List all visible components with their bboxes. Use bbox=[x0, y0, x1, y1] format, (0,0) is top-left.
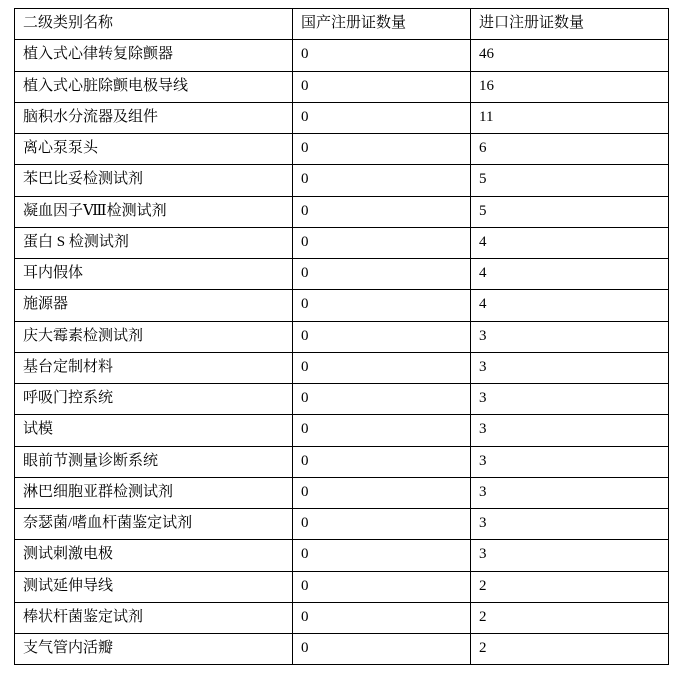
cell-imported-count: 3 bbox=[471, 384, 669, 415]
cell-domestic-count: 0 bbox=[293, 196, 471, 227]
table-row bbox=[15, 571, 669, 602]
cell-domestic-count: 0 bbox=[293, 634, 471, 665]
table-row bbox=[15, 352, 669, 383]
cell-domestic-count: 0 bbox=[293, 352, 471, 383]
cell-category-name: 淋巴细胞亚群检测试剂 bbox=[15, 477, 293, 508]
cell-category-name: 试模 bbox=[15, 415, 293, 446]
table-row bbox=[15, 290, 669, 321]
cell-category-name: 凝血因子Ⅷ检测试剂 bbox=[15, 196, 293, 227]
cell-category-name: 测试刺激电极 bbox=[15, 540, 293, 571]
cell-domestic-count: 0 bbox=[293, 602, 471, 633]
column-header-imported: 进口注册证数量 bbox=[471, 9, 669, 40]
cell-domestic-count: 0 bbox=[293, 227, 471, 258]
cell-domestic-count: 0 bbox=[293, 446, 471, 477]
cell-domestic-count: 0 bbox=[293, 134, 471, 165]
table-row bbox=[15, 384, 669, 415]
cell-category-name: 脑积水分流器及组件 bbox=[15, 102, 293, 133]
table-row bbox=[15, 509, 669, 540]
cell-imported-count: 2 bbox=[471, 634, 669, 665]
cell-domestic-count: 0 bbox=[293, 40, 471, 71]
cell-category-name: 基台定制材料 bbox=[15, 352, 293, 383]
cell-imported-count: 4 bbox=[471, 227, 669, 258]
column-header-category: 二级类别名称 bbox=[15, 9, 293, 40]
table-row bbox=[15, 165, 669, 196]
cell-domestic-count: 0 bbox=[293, 321, 471, 352]
cell-category-name: 奈瑟菌/嗜血杆菌鉴定试剂 bbox=[15, 509, 293, 540]
table-row bbox=[15, 40, 669, 71]
table-row bbox=[15, 227, 669, 258]
cell-category-name: 施源器 bbox=[15, 290, 293, 321]
cell-imported-count: 3 bbox=[471, 321, 669, 352]
cell-category-name: 测试延伸导线 bbox=[15, 571, 293, 602]
table-row bbox=[15, 415, 669, 446]
table-row bbox=[15, 259, 669, 290]
table-row bbox=[15, 540, 669, 571]
cell-imported-count: 3 bbox=[471, 509, 669, 540]
cell-domestic-count: 0 bbox=[293, 259, 471, 290]
cell-imported-count: 2 bbox=[471, 602, 669, 633]
table-row bbox=[15, 196, 669, 227]
cell-domestic-count: 0 bbox=[293, 540, 471, 571]
cell-imported-count: 5 bbox=[471, 165, 669, 196]
cell-domestic-count: 0 bbox=[293, 571, 471, 602]
table-row bbox=[15, 446, 669, 477]
registration-certificate-table bbox=[14, 8, 669, 665]
cell-category-name: 呼吸门控系统 bbox=[15, 384, 293, 415]
cell-category-name: 支气管内活瓣 bbox=[15, 634, 293, 665]
cell-imported-count: 3 bbox=[471, 446, 669, 477]
cell-domestic-count: 0 bbox=[293, 477, 471, 508]
cell-imported-count: 6 bbox=[471, 134, 669, 165]
cell-domestic-count: 0 bbox=[293, 415, 471, 446]
cell-imported-count: 3 bbox=[471, 540, 669, 571]
cell-imported-count: 3 bbox=[471, 477, 669, 508]
cell-imported-count: 46 bbox=[471, 40, 669, 71]
cell-category-name: 植入式心脏除颤电极导线 bbox=[15, 71, 293, 102]
cell-imported-count: 4 bbox=[471, 290, 669, 321]
cell-category-name: 植入式心律转复除颤器 bbox=[15, 40, 293, 71]
cell-imported-count: 11 bbox=[471, 102, 669, 133]
cell-category-name: 离心泵泵头 bbox=[15, 134, 293, 165]
table-row bbox=[15, 634, 669, 665]
column-header-domestic: 国产注册证数量 bbox=[293, 9, 471, 40]
cell-domestic-count: 0 bbox=[293, 384, 471, 415]
cell-category-name: 蛋白 S 检测试剂 bbox=[15, 227, 293, 258]
cell-domestic-count: 0 bbox=[293, 290, 471, 321]
table-row bbox=[15, 71, 669, 102]
cell-imported-count: 3 bbox=[471, 415, 669, 446]
cell-category-name: 苯巴比妥检测试剂 bbox=[15, 165, 293, 196]
cell-domestic-count: 0 bbox=[293, 509, 471, 540]
table-row bbox=[15, 321, 669, 352]
table-row bbox=[15, 602, 669, 633]
table-row bbox=[15, 134, 669, 165]
cell-imported-count: 3 bbox=[471, 352, 669, 383]
cell-imported-count: 5 bbox=[471, 196, 669, 227]
cell-category-name: 棒状杆菌鉴定试剂 bbox=[15, 602, 293, 633]
cell-domestic-count: 0 bbox=[293, 102, 471, 133]
table-row bbox=[15, 477, 669, 508]
cell-imported-count: 2 bbox=[471, 571, 669, 602]
cell-imported-count: 16 bbox=[471, 71, 669, 102]
cell-category-name: 庆大霉素检测试剂 bbox=[15, 321, 293, 352]
cell-category-name: 眼前节测量诊断系统 bbox=[15, 446, 293, 477]
cell-imported-count: 4 bbox=[471, 259, 669, 290]
cell-domestic-count: 0 bbox=[293, 165, 471, 196]
cell-category-name: 耳内假体 bbox=[15, 259, 293, 290]
cell-domestic-count: 0 bbox=[293, 71, 471, 102]
table-header-row bbox=[15, 9, 669, 40]
table-row bbox=[15, 102, 669, 133]
